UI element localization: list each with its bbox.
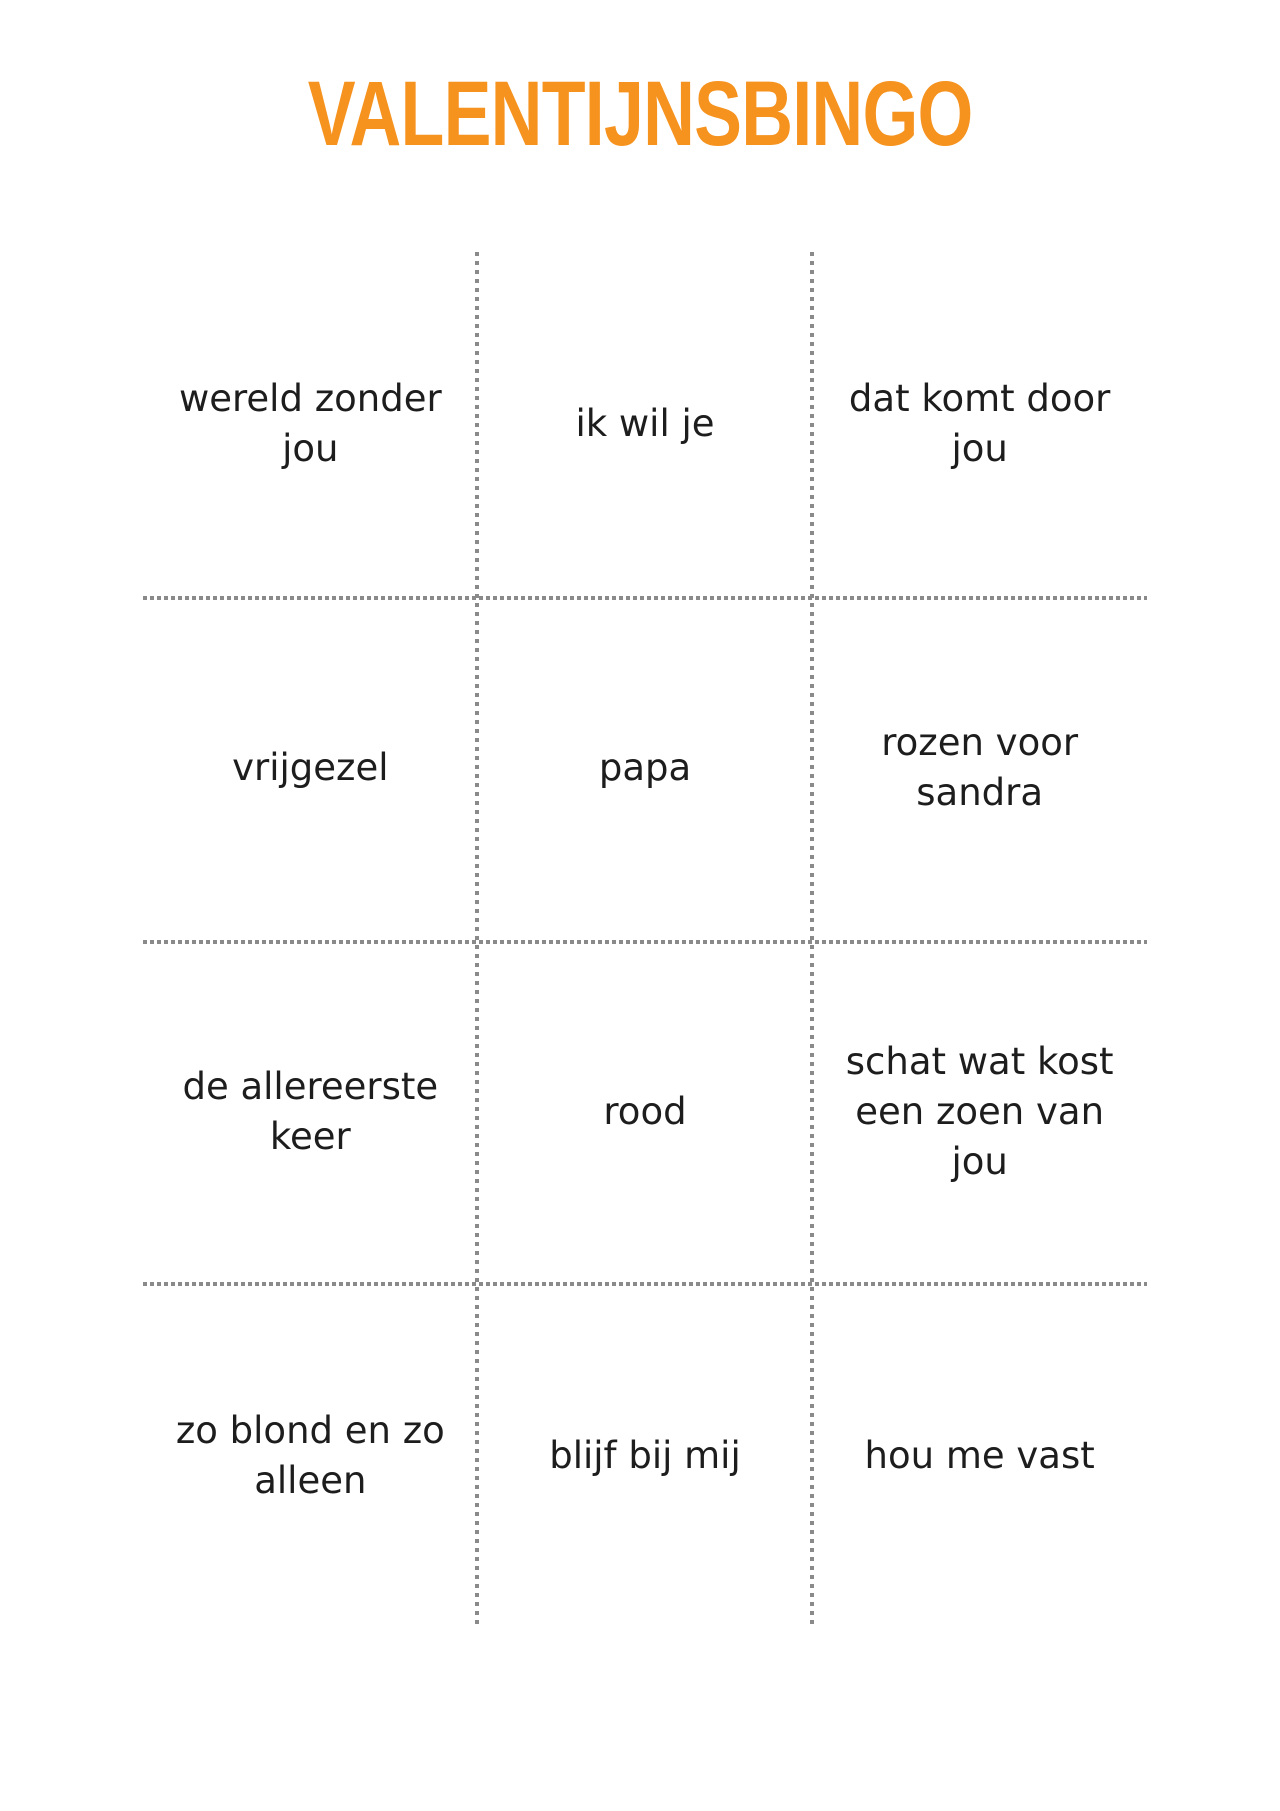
bingo-cell (143, 940, 478, 1284)
bingo-cell-label: dat komt door jou (848, 377, 1111, 470)
bingo-cell (143, 1284, 478, 1628)
bingo-cell (812, 1284, 1147, 1628)
bingo-cell-label: papa (598, 746, 692, 790)
grid-divider-horizontal-1 (143, 596, 1147, 600)
bingo-cell-label: zo blond en zo alleen (175, 1409, 445, 1502)
bingo-cell (812, 252, 1147, 596)
grid-divider-horizontal-2 (143, 940, 1147, 944)
bingo-cell (812, 940, 1147, 1284)
bingo-cell-label: rood (603, 1090, 687, 1134)
bingo-cell-label: de allereerste keer (182, 1065, 439, 1158)
bingo-cell-label: rozen voor sandra (881, 721, 1079, 814)
page-title-text: VALENTIJNSBINGO (307, 63, 973, 165)
bingo-cell-label: hou me vast (864, 1434, 1095, 1478)
bingo-cell-label: wereld zonder jou (178, 377, 442, 470)
bingo-cell-label: vrijgezel (232, 746, 389, 790)
bingo-cell (478, 596, 813, 940)
bingo-cell (812, 596, 1147, 940)
grid-divider-vertical-1 (475, 252, 479, 1628)
bingo-cell (478, 252, 813, 596)
bingo-cell-label: schat wat kost een zoen van jou (845, 1040, 1114, 1183)
grid-divider-horizontal-3 (143, 1282, 1147, 1286)
bingo-cell (143, 252, 478, 596)
bingo-cell-label: blijf bij mij (549, 1434, 741, 1478)
grid-divider-vertical-2 (810, 252, 814, 1628)
bingo-cell (478, 1284, 813, 1628)
page-title (0, 63, 1280, 165)
bingo-cell-label: ik wil je (575, 402, 715, 446)
bingo-cell (478, 940, 813, 1284)
bingo-cell (143, 596, 478, 940)
